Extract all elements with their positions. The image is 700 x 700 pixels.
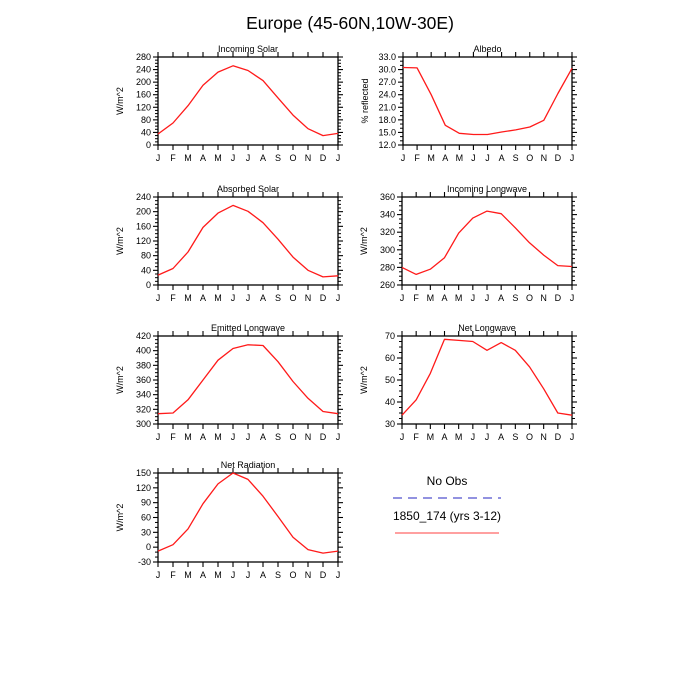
x-tick-label: S xyxy=(274,293,282,303)
x-tick-label: O xyxy=(289,153,297,163)
x-tick-label: J xyxy=(399,293,405,303)
x-tick-label: M xyxy=(184,432,192,442)
net-radiation-svg xyxy=(112,459,352,590)
x-tick-label: J xyxy=(245,293,251,303)
x-tick-label: M xyxy=(427,153,435,163)
x-tick-label: J xyxy=(335,570,341,580)
x-tick-label: J xyxy=(335,293,341,303)
y-tick-label: 21.0 xyxy=(378,102,396,113)
x-tick-label: J xyxy=(335,153,341,163)
y-tick-label: 320 xyxy=(135,404,151,415)
chart-title: Net Longwave xyxy=(458,323,516,333)
x-tick-label: S xyxy=(512,293,519,303)
x-tick-label: F xyxy=(170,293,176,303)
x-tick-label: J xyxy=(569,293,575,303)
x-tick-label: M xyxy=(214,570,222,580)
y-tick-label: 360 xyxy=(379,192,395,202)
chart-title: Net Radiation xyxy=(220,460,276,470)
y-tick-label: 12.0 xyxy=(378,140,396,150)
y-tick-label: 200 xyxy=(135,77,151,88)
legend-model-swatch xyxy=(387,530,507,536)
albedo-svg xyxy=(357,43,586,173)
y-tick-label: -30 xyxy=(137,557,151,567)
y-tick-label: 200 xyxy=(135,206,151,217)
x-tick-label: O xyxy=(526,153,534,163)
x-tick-label: S xyxy=(274,432,282,442)
chart-title: Absorbed Solar xyxy=(216,184,280,194)
x-tick-label: J xyxy=(470,432,476,442)
y-tick-label: 260 xyxy=(379,280,395,290)
x-tick-label: A xyxy=(498,153,505,163)
y-tick-label: 320 xyxy=(379,227,395,238)
x-tick-label: M xyxy=(214,432,222,442)
x-tick-label: M xyxy=(214,293,222,303)
y-tick-label: 380 xyxy=(135,360,151,371)
x-tick-label: A xyxy=(442,153,449,163)
y-tick-label: 70 xyxy=(384,331,395,341)
chart-net-radiation xyxy=(112,459,352,590)
x-tick-label: F xyxy=(170,153,176,163)
x-tick-label: A xyxy=(259,570,267,580)
y-tick-label: 90 xyxy=(140,497,151,508)
x-tick-label: J xyxy=(155,293,161,303)
plot-frame xyxy=(402,197,572,285)
x-tick-label: A xyxy=(259,153,267,163)
legend-no-obs-label: No Obs xyxy=(426,474,468,488)
x-tick-label: J xyxy=(569,153,575,163)
data-series-line xyxy=(402,211,572,274)
x-tick-label: A xyxy=(498,293,505,303)
y-tick-label: 150 xyxy=(135,468,151,478)
y-tick-label: 240 xyxy=(135,192,151,202)
y-tick-label: 280 xyxy=(379,262,395,273)
y-tick-label: 0 xyxy=(145,280,151,290)
x-tick-label: F xyxy=(413,432,419,442)
x-tick-label: F xyxy=(413,293,419,303)
x-tick-label: A xyxy=(498,432,505,442)
x-tick-label: J xyxy=(484,293,490,303)
x-tick-label: N xyxy=(304,432,312,442)
legend-no-obs-swatch xyxy=(387,495,507,501)
x-tick-label: J xyxy=(245,570,251,580)
x-tick-label: M xyxy=(184,293,192,303)
x-tick-label: O xyxy=(289,570,297,580)
y-tick-label: 420 xyxy=(135,331,151,341)
net-longwave-svg xyxy=(356,322,586,452)
data-series-line xyxy=(158,473,338,553)
x-tick-label: M xyxy=(214,153,222,163)
y-tick-label: 30 xyxy=(384,419,395,429)
y-tick-label: 160 xyxy=(135,89,151,100)
x-tick-label: J xyxy=(155,153,161,163)
y-tick-label: 120 xyxy=(135,102,151,113)
legend xyxy=(382,474,512,544)
x-tick-label: F xyxy=(414,153,420,163)
y-tick-label: 240 xyxy=(135,64,151,75)
y-tick-label: 300 xyxy=(379,244,395,255)
x-tick-label: D xyxy=(319,153,327,163)
x-tick-label: J xyxy=(245,153,251,163)
x-tick-label: D xyxy=(554,432,562,442)
y-tick-label: 33.0 xyxy=(378,52,396,62)
x-tick-label: S xyxy=(512,153,519,163)
chart-title: Albedo xyxy=(473,44,502,54)
x-tick-label: M xyxy=(426,432,435,442)
x-tick-label: J xyxy=(230,432,236,442)
x-tick-label: A xyxy=(199,293,207,303)
data-series-line xyxy=(403,68,572,135)
x-tick-label: N xyxy=(540,432,547,442)
x-tick-label: N xyxy=(304,570,312,580)
y-tick-label: 27.0 xyxy=(378,77,396,88)
x-tick-label: A xyxy=(199,570,207,580)
plot-frame xyxy=(158,473,338,562)
x-tick-label: D xyxy=(319,432,327,442)
data-series-line xyxy=(158,66,338,136)
x-tick-label: A xyxy=(441,432,448,442)
y-tick-label: 24.0 xyxy=(378,89,396,100)
y-tick-label: 160 xyxy=(135,221,151,232)
y-tick-label: 400 xyxy=(135,345,151,356)
x-tick-label: N xyxy=(540,153,548,163)
y-tick-label: 18.0 xyxy=(378,114,396,125)
x-tick-label: J xyxy=(230,570,236,580)
plot-frame xyxy=(403,57,572,145)
chart-title: Incoming Solar xyxy=(217,44,279,54)
x-tick-label: O xyxy=(289,432,297,442)
x-tick-label: D xyxy=(319,293,327,303)
x-tick-label: N xyxy=(540,293,547,303)
page-title: Europe (45-60N,10W-30E) xyxy=(246,13,454,33)
x-tick-label: J xyxy=(484,432,490,442)
x-tick-label: D xyxy=(554,153,562,163)
x-tick-label: A xyxy=(199,432,207,442)
y-tick-label: 80 xyxy=(140,114,151,125)
y-tick-label: 0 xyxy=(145,140,151,150)
x-tick-label: J xyxy=(471,153,476,163)
x-tick-label: M xyxy=(184,153,192,163)
y-tick-label: 120 xyxy=(135,482,151,493)
chart-title: Emitted Longwave xyxy=(210,323,286,333)
x-tick-label: J xyxy=(399,432,405,442)
x-tick-label: M xyxy=(184,570,192,580)
x-tick-label: M xyxy=(454,293,463,303)
x-tick-label: O xyxy=(289,293,297,303)
absorbed-solar-svg xyxy=(112,183,352,313)
incoming-solar-svg xyxy=(112,43,352,173)
y-axis-title: W/m^2 xyxy=(359,366,369,394)
x-tick-label: O xyxy=(525,293,534,303)
x-tick-label: S xyxy=(274,153,282,163)
data-series-line xyxy=(402,339,572,415)
x-tick-label: N xyxy=(304,293,312,303)
data-series-line xyxy=(158,205,338,277)
data-series-line xyxy=(158,345,338,414)
x-tick-label: J xyxy=(485,153,490,163)
x-tick-label: J xyxy=(230,293,236,303)
y-axis-title: W/m^2 xyxy=(359,227,369,255)
y-tick-label: 340 xyxy=(135,389,151,400)
legend-model-label: 1850_174 (yrs 3-12) xyxy=(392,509,502,523)
x-tick-label: A xyxy=(259,293,267,303)
chart-net-longwave xyxy=(356,322,586,452)
x-tick-label: J xyxy=(335,432,341,442)
incoming-longwave-svg xyxy=(356,183,586,313)
x-tick-label: J xyxy=(155,570,161,580)
y-tick-label: 280 xyxy=(135,52,151,62)
y-axis-title: W/m^2 xyxy=(115,503,125,532)
x-tick-label: F xyxy=(170,432,176,442)
x-tick-label: A xyxy=(259,432,267,442)
y-tick-label: 300 xyxy=(135,419,151,429)
x-tick-label: J xyxy=(400,153,406,163)
y-axis-title: W/m^2 xyxy=(115,366,125,394)
x-tick-label: J xyxy=(569,432,575,442)
y-tick-label: 40 xyxy=(140,127,151,138)
y-tick-label: 30.0 xyxy=(378,64,396,75)
x-tick-label: A xyxy=(441,293,448,303)
y-axis-title: W/m^2 xyxy=(115,87,125,115)
x-tick-label: A xyxy=(199,153,207,163)
y-tick-label: 40 xyxy=(384,397,395,407)
chart-emitted-longwave xyxy=(112,322,352,452)
y-tick-label: 80 xyxy=(140,250,151,261)
x-tick-label: S xyxy=(274,570,282,580)
y-tick-label: 60 xyxy=(140,512,151,523)
x-tick-label: D xyxy=(554,293,562,303)
chart-incoming-longwave xyxy=(356,183,586,313)
y-tick-label: 40 xyxy=(140,265,151,276)
y-tick-label: 30 xyxy=(140,527,151,538)
y-tick-label: 340 xyxy=(379,209,395,220)
x-tick-label: D xyxy=(319,570,327,580)
y-tick-label: 360 xyxy=(135,375,151,385)
y-tick-label: 15.0 xyxy=(378,127,396,138)
y-tick-label: 0 xyxy=(145,542,151,553)
y-tick-label: 50 xyxy=(384,375,395,385)
emitted-longwave-svg xyxy=(112,322,352,452)
x-tick-label: J xyxy=(155,432,161,442)
x-tick-label: O xyxy=(525,432,534,442)
x-tick-label: S xyxy=(512,432,519,442)
y-tick-label: 120 xyxy=(135,236,151,246)
x-tick-label: M xyxy=(454,432,463,442)
x-tick-label: F xyxy=(170,570,176,580)
chart-absorbed-solar xyxy=(112,183,352,313)
x-tick-label: J xyxy=(230,153,236,163)
y-axis-title: W/m^2 xyxy=(115,227,125,255)
x-tick-label: N xyxy=(304,153,312,163)
chart-title: Incoming Longwave xyxy=(446,184,528,194)
x-tick-label: M xyxy=(455,153,464,163)
y-tick-label: 60 xyxy=(384,353,395,363)
x-tick-label: J xyxy=(470,293,476,303)
plot-frame xyxy=(158,336,338,424)
chart-albedo xyxy=(357,43,586,173)
x-tick-label: M xyxy=(426,293,435,303)
y-axis-title: % reflected xyxy=(360,78,370,124)
chart-incoming-solar xyxy=(112,43,352,173)
x-tick-label: J xyxy=(245,432,251,442)
